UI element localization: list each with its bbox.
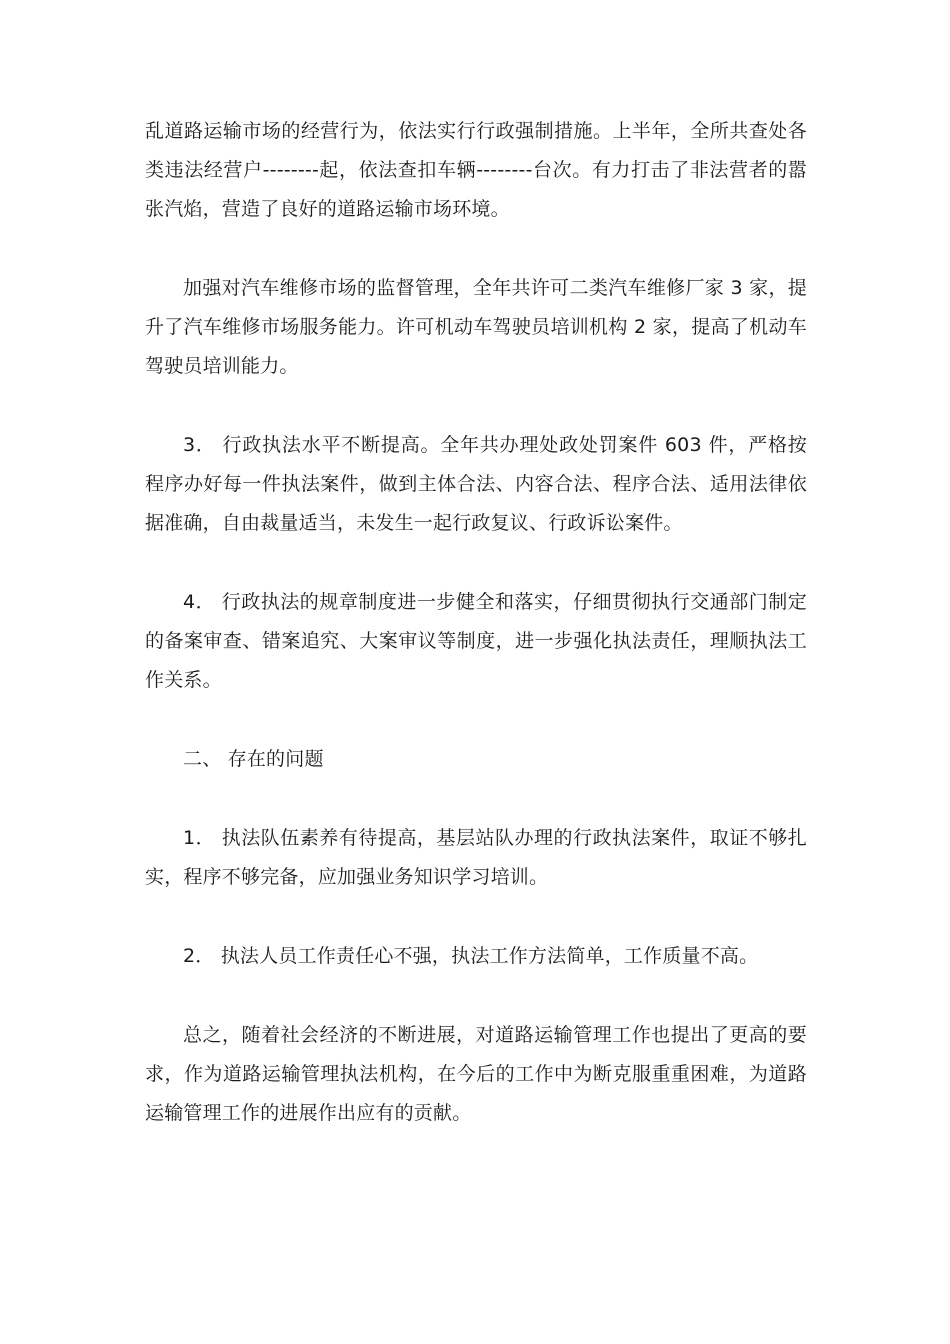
paragraph-spacer	[145, 543, 807, 583]
paragraph-spacer	[145, 779, 807, 819]
section-heading-problems: 二、 存在的问题	[183, 748, 324, 770]
paragraph-point-3: 3． 行政执法水平不断提高。全年共办理处政处罚案件 603 件，严格按程序办好每一件执法案件，做到主体合法、内容合法、程序合法、适用法律依据准确，自由裁量适当，未发生一起行政复议、行政诉讼案件。	[145, 434, 807, 534]
paragraph-spacer	[145, 700, 807, 740]
paragraph-spacer	[145, 386, 807, 426]
paragraph-spacer	[145, 897, 807, 937]
paragraph-repair-market: 加强对汽车维修市场的监督管理，全年共许可二类汽车维修厂家 3 家，提升了汽车维修市场服务能力。许可机动车驾驶员培训机构 2 家，提高了机动车驾驶员培训能力。	[145, 277, 807, 377]
paragraph-spacer	[145, 229, 807, 269]
paragraph-market-enforcement: 乱道路运输市场的经营行为，依法实行行政强制措施。上半年，全所共查处各类违法经营户--------起，依法查扣车辆--------台次。有力打击了非法营者的嚣张汽焰，营造了良好的道路运输市场环境。	[145, 120, 807, 220]
paragraph-spacer	[145, 976, 807, 1016]
paragraph-point-4: 4． 行政执法的规章制度进一步健全和落实，仔细贯彻执行交通部门制定的备案审查、错案追究、大案审议等制度，进一步强化执法责任，理顺执法工作关系。	[145, 591, 807, 691]
paragraph-problem-2: 2． 执法人员工作责任心不强，执法工作方法简单，工作质量不高。	[183, 945, 759, 967]
document-body	[145, 112, 807, 1133]
paragraph-conclusion: 总之，随着社会经济的不断进展，对道路运输管理工作也提出了更高的要求，作为道路运输管理执法机构，在今后的工作中为断克服重重困难，为道路运输管理工作的进展作出应有的贡献。	[145, 1024, 807, 1124]
paragraph-problem-1: 1． 执法队伍素养有待提高，基层站队办理的行政执法案件，取证不够扎实，程序不够完备，应加强业务知识学习培训。	[145, 827, 807, 888]
